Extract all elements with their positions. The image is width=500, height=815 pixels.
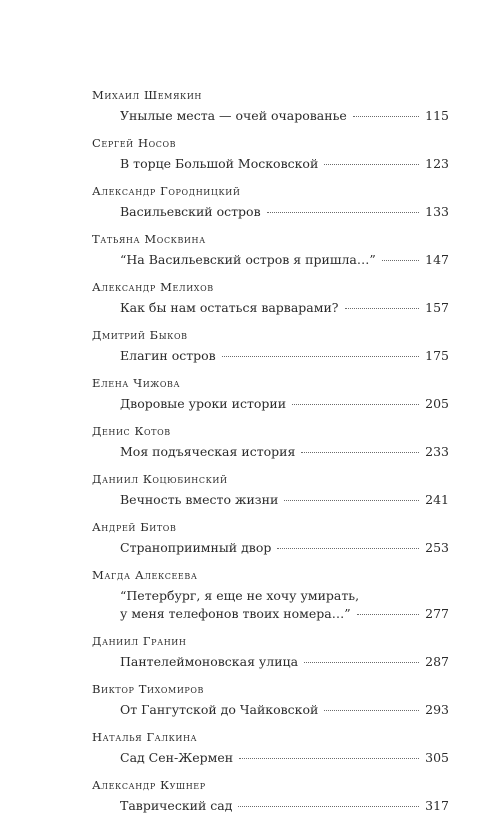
table-of-contents <box>92 86 449 815</box>
toc-title-line-2: у меня телефонов твоих номера…” <box>120 606 351 621</box>
toc-title: Вечность вместо жизни <box>120 492 279 507</box>
toc-title: Сад Сен-Жермен <box>120 750 234 765</box>
dot-leader <box>292 404 419 405</box>
dot-leader <box>222 356 419 357</box>
toc-author: Магда Алексеева <box>92 568 198 582</box>
dot-leader <box>301 452 419 453</box>
toc-entry <box>92 230 449 269</box>
toc-entry <box>92 134 449 173</box>
toc-author: Даниил Гранин <box>92 634 187 648</box>
toc-title: Моя подъячеcкая история <box>120 444 296 459</box>
toc-work <box>120 653 449 671</box>
toc-entry <box>92 566 449 623</box>
toc-entry <box>92 374 449 413</box>
toc-page-number: 317 <box>425 798 449 813</box>
toc-work <box>120 299 449 317</box>
toc-page-number: 115 <box>425 108 449 123</box>
toc-page-number: 205 <box>425 396 449 411</box>
toc-page-number: 147 <box>425 252 449 267</box>
toc-entry <box>92 776 449 815</box>
toc-work <box>120 587 449 623</box>
toc-entry <box>92 422 449 461</box>
toc-work <box>120 155 449 173</box>
toc-entry <box>92 728 449 767</box>
toc-title: Унылые места — очей очарованье <box>120 108 347 123</box>
toc-work <box>120 107 449 125</box>
toc-author: Михаил Шемякин <box>92 88 202 102</box>
dot-leader <box>324 710 419 711</box>
toc-page-number: 175 <box>425 348 449 363</box>
toc-page-number: 293 <box>425 702 449 717</box>
dot-leader <box>353 116 419 117</box>
toc-page-number: 233 <box>425 444 449 459</box>
toc-author: Александр Кушнер <box>92 778 206 792</box>
dot-leader <box>277 548 419 549</box>
toc-work <box>120 749 449 767</box>
toc-title: От Гангутской до Чайковской <box>120 702 319 717</box>
dot-leader <box>304 662 419 663</box>
toc-entry <box>92 470 449 509</box>
dot-leader <box>267 212 420 213</box>
toc-author: Дмитрий Быков <box>92 328 188 342</box>
toc-page-number: 133 <box>425 204 449 219</box>
dot-leader <box>239 758 419 759</box>
dot-leader <box>382 260 419 261</box>
toc-page-number: 305 <box>425 750 449 765</box>
toc-entry <box>92 86 449 125</box>
toc-page-number: 241 <box>425 492 449 507</box>
dot-leader <box>238 806 419 807</box>
toc-author: Александр Мелихов <box>92 280 214 294</box>
toc-title: Васильевский остров <box>120 204 261 219</box>
toc-title-line-2-row <box>120 605 449 623</box>
toc-work <box>120 251 449 269</box>
dot-leader <box>345 308 420 309</box>
toc-title: Елагин остров <box>120 348 216 363</box>
toc-title: Как бы нам остаться варварами? <box>120 300 339 315</box>
toc-work <box>120 395 449 413</box>
toc-work <box>120 701 449 719</box>
toc-work <box>120 347 449 365</box>
dot-leader <box>357 614 420 615</box>
toc-work <box>120 491 449 509</box>
toc-title: Дворовые уроки истории <box>120 396 287 411</box>
toc-work <box>120 539 449 557</box>
toc-author: Виктор Тихомиров <box>92 682 205 696</box>
toc-author: Сергей Носов <box>92 136 177 150</box>
toc-author: Елена Чижова <box>92 376 181 390</box>
toc-page-number: 287 <box>425 654 449 669</box>
toc-author: Наталья Галкина <box>92 730 198 744</box>
toc-work <box>120 797 449 815</box>
toc-author: Александр Городницкий <box>92 184 241 198</box>
toc-page-number: 253 <box>425 540 449 555</box>
toc-entry <box>92 680 449 719</box>
toc-title-line-1: “Петербург, я еще не хочу умирать, <box>120 588 360 603</box>
toc-title: В торце Большой Московской <box>120 156 319 171</box>
toc-entry <box>92 518 449 557</box>
dot-leader <box>284 500 419 501</box>
toc-title: Пантелеймоновская улица <box>120 654 299 669</box>
toc-work <box>120 203 449 221</box>
dot-leader <box>324 164 419 165</box>
toc-page-number: 123 <box>425 156 449 171</box>
toc-author: Денис Котов <box>92 424 171 438</box>
toc-title: Страноприимный двор <box>120 540 272 555</box>
toc-page-number: 157 <box>425 300 449 315</box>
toc-entry <box>92 182 449 221</box>
toc-author: Татьяна Москвина <box>92 232 206 246</box>
toc-author: Даниил Коцюбинский <box>92 472 228 486</box>
toc-author: Андрей Битов <box>92 520 177 534</box>
toc-title: “На Васильевский остров я пришла…” <box>120 252 376 267</box>
toc-entry <box>92 326 449 365</box>
toc-entry <box>92 278 449 317</box>
toc-page-number: 277 <box>425 606 449 621</box>
toc-title: Таврический сад <box>120 798 233 813</box>
toc-work <box>120 443 449 461</box>
toc-entry <box>92 632 449 671</box>
